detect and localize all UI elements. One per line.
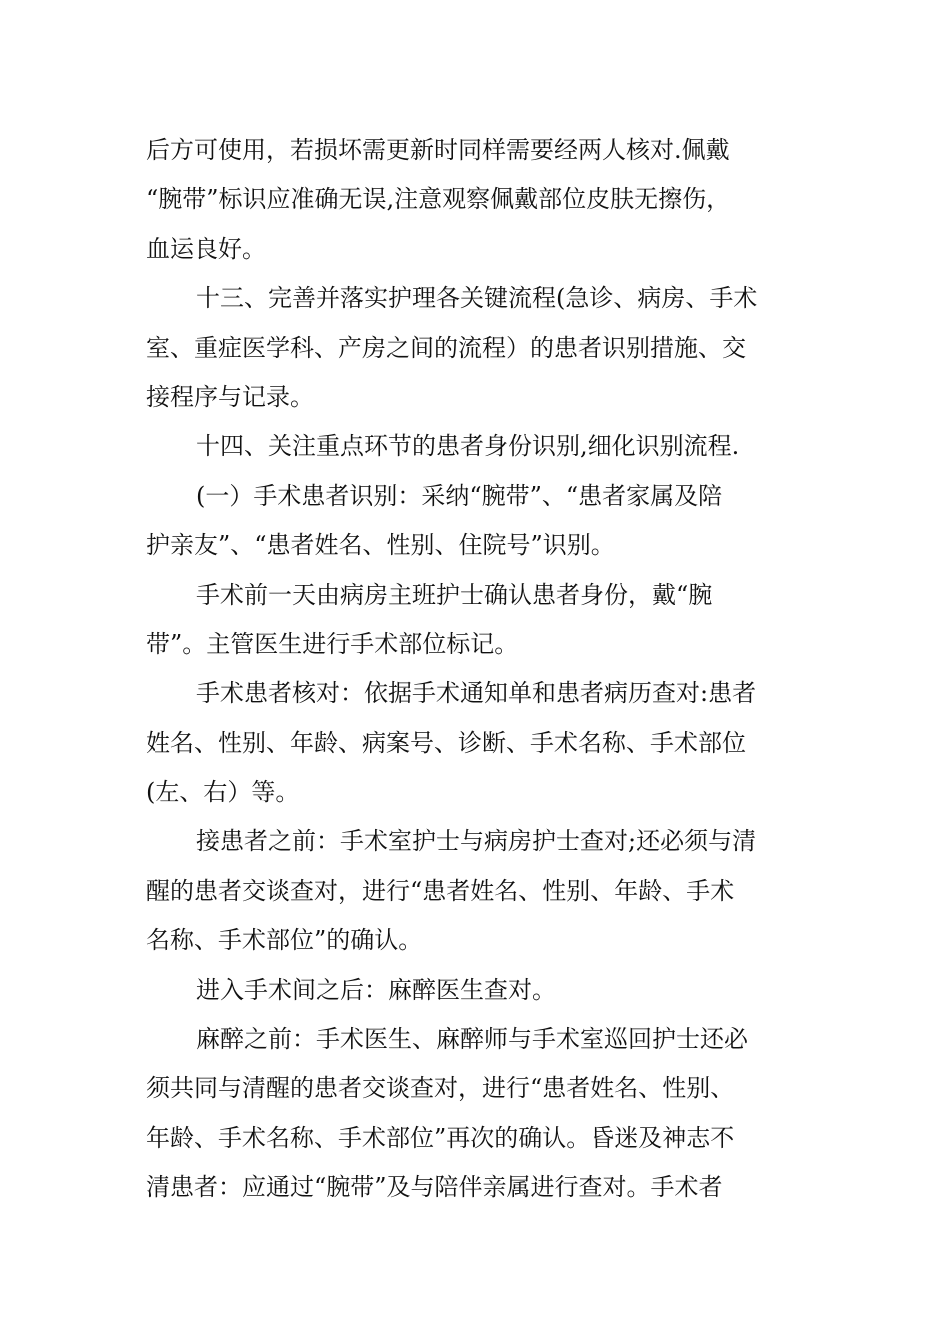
text-line: (左、右）等。 [146, 778, 300, 807]
text-line: 清患者：应通过“腕带”及与陪伴亲属进行查对。手术者 [146, 1173, 723, 1202]
text-line: 须共同与清醒的患者交谈查对，进行“患者姓名、性别、 [146, 1074, 735, 1103]
text-line: 血运良好。 [146, 234, 266, 263]
text-line: 年龄、手术名称、手术部位”再次的确认。昏迷及神志不 [146, 1123, 735, 1152]
text-line: 手术前一天由病房主班护士确认患者身份，戴“腕 [196, 580, 713, 609]
text-line: 接患者之前：手术室护士与病房护士查对;还必须与清 [196, 827, 757, 856]
text-line: 后方可使用，若损坏需更新时同样需要经两人核对.佩戴 [146, 136, 730, 164]
text-line: 手术患者核对：依据手术通知单和患者病历查对:患者 [196, 679, 757, 708]
text-line: 醒的患者交谈查对，进行“患者姓名、性别、年龄、手术 [146, 876, 735, 905]
text-line: 麻醉之前：手术医生、麻醉师与手术室巡回护士还必 [196, 1025, 748, 1054]
document-body [146, 126, 806, 1213]
text-line: 进入手术间之后：麻醉医生查对。 [196, 975, 556, 1004]
text-line: 带”。主管医生进行手术部位标记。 [146, 629, 519, 658]
text-line: (一）手术患者识别：采纳“腕带”、“患者家属及陪 [196, 481, 723, 510]
text-line: 接程序与记录。 [146, 382, 314, 411]
text-line: 姓名、性别、年龄、病案号、诊断、手术名称、手术部位 [146, 728, 746, 757]
text-line: 护亲友”、“患者姓名、性别、住院号”识别。 [146, 531, 615, 560]
text-line: 十四、关注重点环节的患者身份识别,细化识别流程. [196, 432, 740, 461]
text-line: 名称、手术部位”的确认。 [146, 926, 423, 955]
text-line: “腕带”标识应准确无误,注意观察佩戴部位皮肤无擦伤， [146, 185, 731, 214]
text-line: 十三、完善并落实护理各关键流程(急诊、病房、手术 [196, 284, 758, 313]
text-line: 室、重症医学科、产房之间的流程）的患者识别措施、交 [146, 333, 746, 362]
